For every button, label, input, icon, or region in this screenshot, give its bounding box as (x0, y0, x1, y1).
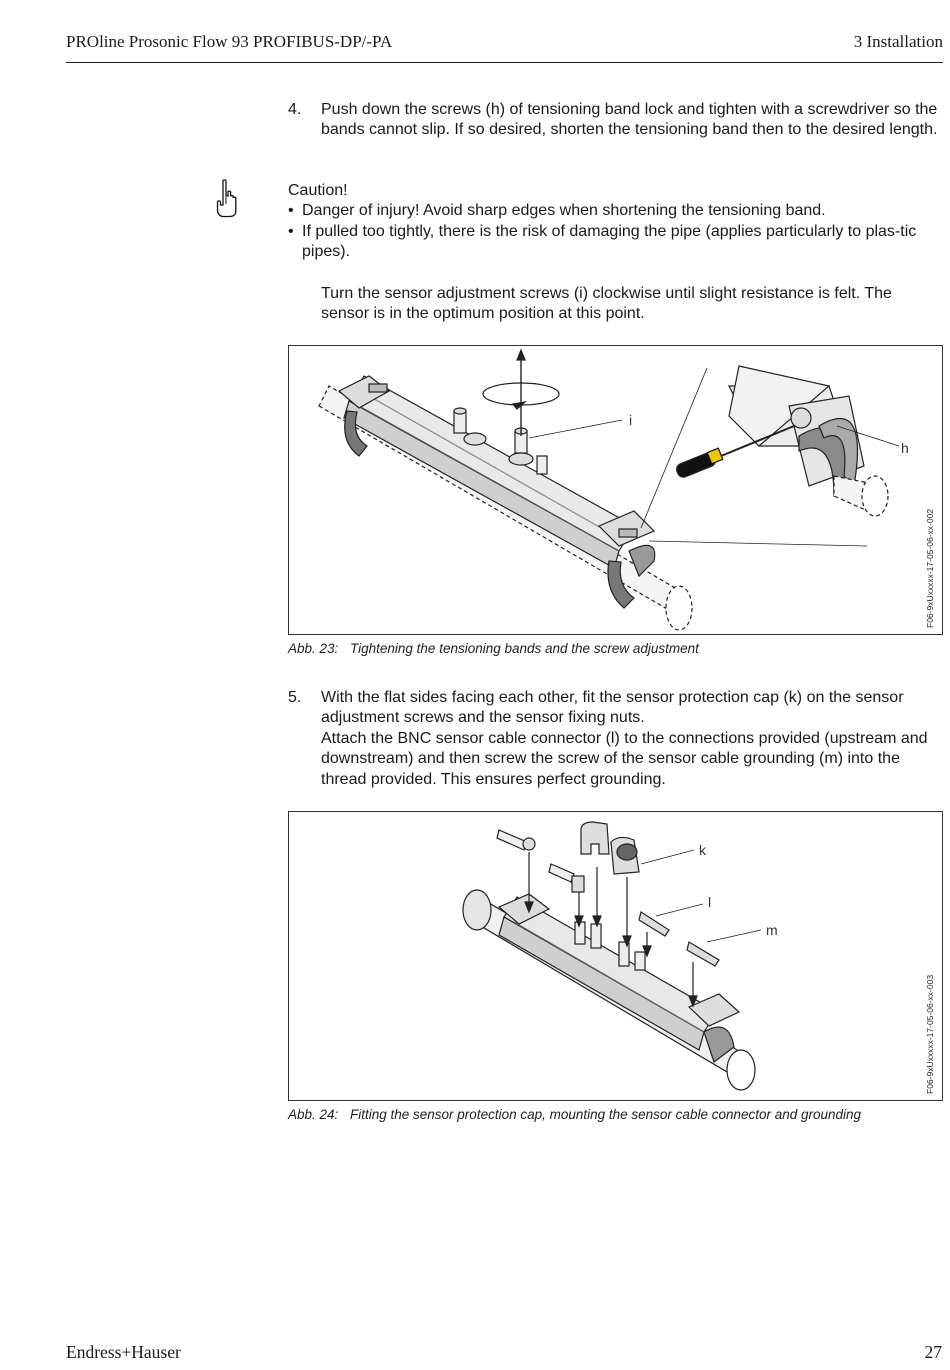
sensor-cap-illustration (289, 812, 942, 1100)
figure-caption: Abb. 23: Tightening the tensioning bands and the screw adjustment (288, 641, 699, 656)
caution-title: Caution! (288, 182, 348, 199)
sensor-assembly-illustration (289, 346, 942, 634)
adjustment-paragraph: Turn the sensor adjustment screws (i) clockwise until slight resistance is felt. The sensor is in the optimum position at this point. (321, 285, 892, 323)
document-title: PROline Prosonic Flow 93 PROFIBUS-DP/-PA (66, 32, 393, 51)
page-number: 27 (924, 1342, 942, 1362)
caution-item: • If pulled too tightly, there is the risk of damaging the pipe (applies particularly to plas-tic pipes). (288, 222, 917, 261)
brand-name: Endress+Hauser (66, 1342, 181, 1362)
figure-protection-cap (288, 811, 943, 1101)
figure-caption: Abb. 24: Fitting the sensor protection cap, mounting the sensor cable connector and grounding (288, 1107, 862, 1122)
caution-hand-icon (214, 178, 240, 218)
caution-list (288, 201, 945, 262)
step-5 (288, 688, 943, 790)
step-number: 5. (288, 689, 302, 706)
page-header (66, 30, 943, 63)
section-title: 3 Installation (853, 32, 943, 51)
caution-item: • Danger of injury! Avoid sharp edges when shortening the tensioning band. (288, 202, 826, 220)
label-m: m (766, 922, 778, 938)
step-text: With the flat sides facing each other, fit the sensor protection cap (k) on the sensor adjustment screws and the sensor fixing nuts. (321, 689, 904, 727)
figure-code: F06-9xUxxxxx-17-05-06-xx-003 (925, 974, 935, 1094)
caution-block (288, 181, 945, 263)
label-l: l (708, 894, 712, 910)
label-h: h (901, 440, 909, 456)
figure-tensioning-bands (288, 345, 943, 635)
label-i: i (629, 412, 633, 428)
label-k: k (699, 842, 706, 858)
step-number: 4. (288, 101, 302, 118)
step-4 (288, 100, 943, 141)
step-text: Attach the BNC sensor cable connector (l) to the connections provided (upstream and downstream) and then screw the screw of the sensor cable grounding (m) into the thread provided. This ensures perfect grounding. (321, 729, 928, 788)
step-text: Push down the screws (h) of tensioning band lock and tighten with a screwdriver so the bands cannot slip. If so desired, shorten the tensioning band then to the desired length. (321, 101, 938, 139)
figure-code: F06-9xUxxxxx-17-05-06-xx-002 (925, 508, 935, 628)
